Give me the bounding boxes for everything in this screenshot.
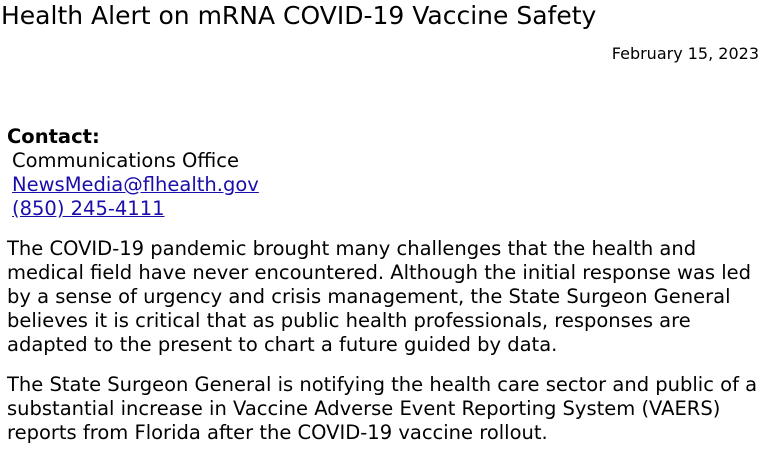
body-paragraph: The COVID-19 pandemic brought many challenges that the health and medical field have never encountered. Although the initial response was led by a sense of urgency and crisis management, the State Surgeon General believes it is critical that as public health professionals, responses are adapted to the present to chart a future guided by data. xyxy=(7,237,752,356)
page-title: Health Alert on mRNA COVID-19 Vaccine Safety xyxy=(1,1,597,30)
contact-email-link[interactable]: NewsMedia@flhealth.gov xyxy=(12,173,259,196)
contact-phone-link[interactable]: (850) 245-4111 xyxy=(12,197,165,220)
body-paragraph: The State Surgeon General is notifying the health care sector and public of a substantial increase in Vaccine Adverse Event Reporting System (VAERS) reports from Florida after the COVID-19 vaccine rollout. xyxy=(7,373,758,444)
contact-label: Contact: xyxy=(7,125,100,148)
publication-date: February 15, 2023 xyxy=(611,44,759,63)
contact-email-line xyxy=(7,173,259,197)
contact-block xyxy=(7,125,259,221)
article-body xyxy=(7,237,759,456)
contact-phone-line xyxy=(7,197,259,221)
contact-office: Communications Office xyxy=(12,149,239,172)
